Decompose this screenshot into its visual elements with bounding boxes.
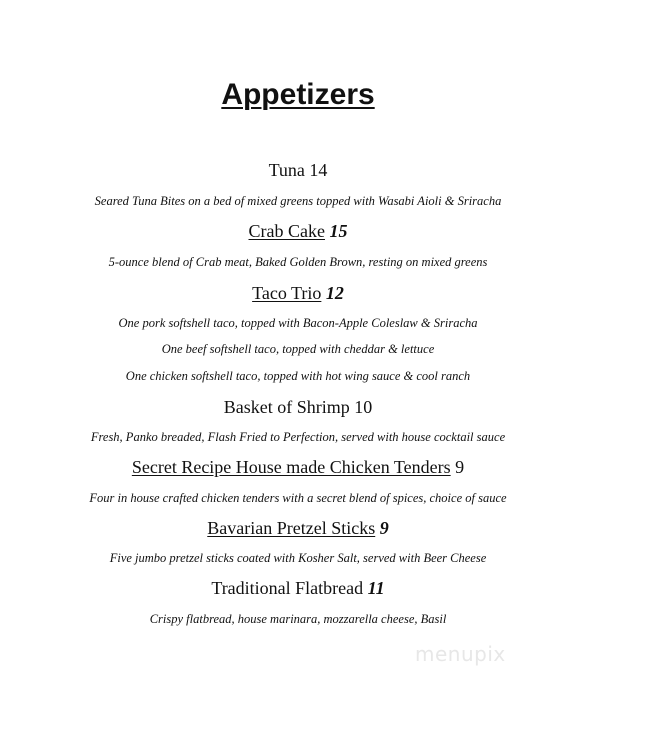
menu-item-name: Secret Recipe House made Chicken Tenders [131,457,451,477]
menu-item-description: One beef softshell taco, topped with cheddar & lettuce [161,342,435,356]
menu-item-price: 14 [309,160,328,180]
menu-item-price: 10 [354,397,373,417]
menu-item-name: Crab Cake [248,221,325,241]
menu-item-description: 5-ounce blend of Crab meat, Baked Golden Brown, resting on mixed greens [108,255,488,269]
menu-item-name: Bavarian Pretzel Sticks [207,518,376,538]
menu-item-price: 9 [455,457,465,477]
menu-item-name: Taco Trio [252,283,322,303]
menu-item-description: Four in house crafted chicken tenders with a secret blend of spices, choice of sauce [89,491,507,505]
menu-item-name: Traditional Flatbread [211,578,364,598]
menu-item-basket-of-shrimp-heading [0,396,596,418]
menu-item-price: 15 [329,221,348,241]
menu-item-chicken-tenders-heading [0,456,596,478]
menu-item-price: 9 [379,518,389,538]
menu-item-taco-trio-heading [0,282,596,304]
menu-item-pretzel-sticks-heading [0,517,596,539]
menu-item-name: Basket of Shrimp [223,397,350,417]
menu-item-description: Seared Tuna Bites on a bed of mixed greens topped with Wasabi Aioli & Sriracha [94,194,502,208]
menu-item-tuna-heading [0,159,596,181]
menu-item-crab-cake-heading [0,220,596,242]
menupix-watermark: menupix [415,642,506,666]
menu-item-price: 12 [325,283,344,303]
menu-item-description: Fresh, Panko breaded, Flash Fried to Perfection, served with house cocktail sauce [90,430,506,444]
menu-item-description: Crispy flatbread, house marinara, mozzarella cheese, Basil [149,612,447,626]
menu-item-price: 11 [367,578,385,598]
menu-item-description: One pork softshell taco, topped with Bacon-Apple Coleslaw & Sriracha [118,316,478,330]
menu-item-flatbread-heading [0,577,596,599]
menu-item-description: One chicken softshell taco, topped with hot wing sauce & cool ranch [125,369,471,383]
menu-item-description: Five jumbo pretzel sticks coated with Kosher Salt, served with Beer Cheese [109,551,487,565]
menu-item-name: Tuna [268,160,305,180]
page-title: Appetizers [221,78,375,111]
